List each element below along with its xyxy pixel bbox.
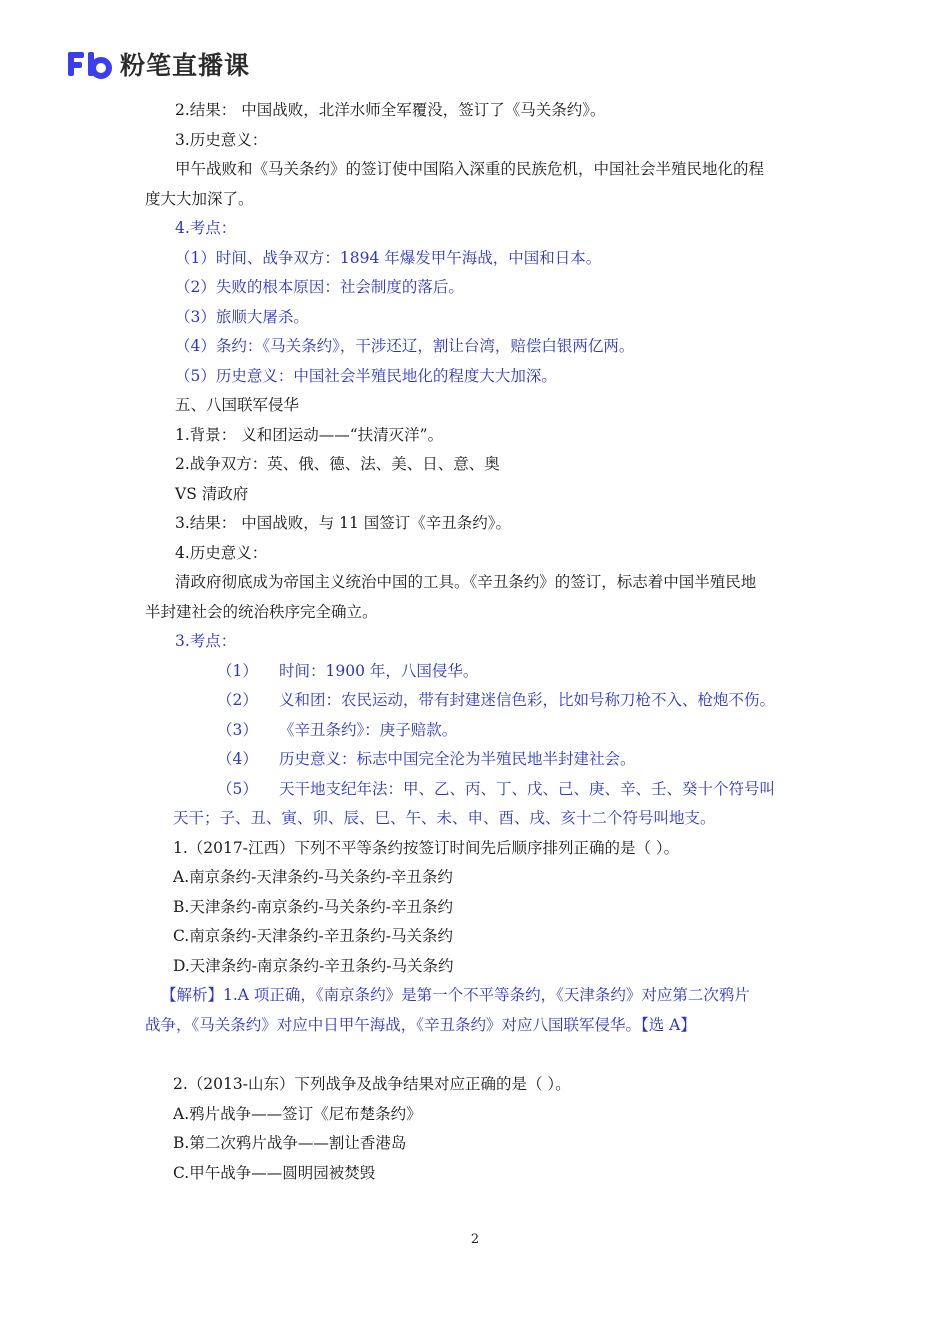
exam-point-number: （4） — [217, 750, 258, 768]
exam-point-continued: 天干；子、丑、寅、卯、辰、巳、午、未、申、酉、戌、亥十二个符号叫地支。 — [173, 809, 716, 827]
analysis-continued: 战争，《马关条约》对应中日甲午海战，《辛丑条约》对应八国联军侵华。【选 A】 — [145, 1015, 696, 1034]
paragraph: 甲午战败和《马关条约》的签订使中国陷入深重的民族危机，中国社会半殖民地化的程 — [175, 160, 765, 178]
exam-points-heading: 4.考点： — [175, 219, 237, 237]
exam-point-text: 《辛丑条约》：庚子赔款。 — [279, 720, 458, 739]
exam-point: （2）失败的根本原因：社会制度的落后。 — [175, 278, 464, 296]
exam-points-heading: 3.考点： — [175, 632, 237, 650]
answer-option: A.鸦片战争——签订《尼布楚条约》 — [173, 1104, 422, 1123]
exam-point-text: 义和团：农民运动，带有封建迷信色彩，比如号称刀枪不入、枪炮不伤。 — [279, 691, 776, 709]
exam-point: （5）历史意义：中国社会半殖民地化的程度大大加深。 — [175, 366, 557, 385]
paragraph: 3.结果： 中国战败，与 11 国签订《辛丑条约》。 — [175, 514, 512, 532]
section-heading: 五、八国联军侵华 — [175, 396, 300, 414]
paragraph: 2.战争双方：英、俄、德、法、美、日、意、奥 — [175, 455, 500, 473]
document-body — [145, 96, 835, 1188]
exam-point-text: 历史意义：标志中国完全沦为半殖民地半封建社会。 — [279, 750, 636, 768]
brand-name: 粉笔直播课 — [120, 51, 251, 80]
exam-point-text: 时间：1900 年，八国侵华。 — [279, 661, 479, 680]
exam-point-number: （3） — [217, 720, 258, 739]
paragraph: 2.结果： 中国战败，北洋水师全军覆没，签订了《马关条约》。 — [175, 101, 606, 119]
analysis: 【解析】1.A 项正确，《南京条约》是第一个不平等条约，《天津条约》对应第二次鸦片 — [161, 986, 750, 1004]
exam-point — [145, 745, 835, 775]
question-stem: 1.（2017-江西）下列不平等条约按签订时间先后顺序排列正确的是（ ）。 — [173, 838, 680, 857]
paragraph: 3.历史意义： — [175, 130, 268, 149]
paragraph: 半封建社会的统治秩序完全确立。 — [145, 602, 378, 621]
paragraph: 1.背景： 义和团运动——“扶清灭洋”。 — [175, 425, 444, 444]
answer-option: D.天津条约-南京条约-辛丑条约-马关条约 — [173, 956, 454, 975]
exam-point — [145, 686, 835, 716]
answer-option: B.天津条约-南京条约-马关条约-辛丑条约 — [173, 897, 454, 916]
answer-option: C.甲午战争——圆明园被焚毁 — [173, 1163, 376, 1182]
paragraph: 4.历史意义： — [175, 543, 268, 562]
exam-point-number: （1） — [217, 661, 258, 680]
exam-point: （3）旅顺大屠杀。 — [175, 307, 309, 326]
exam-point-number: （2） — [217, 691, 258, 709]
question-stem: 2.（2013-山东）下列战争及战争结果对应正确的是（ ）。 — [173, 1075, 571, 1093]
answer-option: B.第二次鸦片战争——割让香港岛 — [173, 1134, 407, 1152]
page-number: 2 — [470, 1232, 480, 1247]
paragraph: 清政府彻底成为帝国主义统治中国的工具。《辛丑条约》的签订，标志着中国半殖民地 — [175, 573, 757, 591]
exam-point — [145, 775, 835, 805]
paragraph: 度大大加深了。 — [145, 189, 254, 208]
exam-point: （4）条约：《马关条约》，干涉还辽，割让台湾，赔偿白银两亿两。 — [175, 337, 635, 355]
answer-option: A.南京条约-天津条约-马关条约-辛丑条约 — [173, 868, 453, 886]
exam-point-number: （5） — [217, 779, 258, 798]
exam-point: （1）时间、战争双方：1894 年爆发甲午海战，中国和日本。 — [175, 248, 602, 267]
paragraph: VS 清政府 — [175, 484, 249, 503]
exam-point-text: 天干地支纪年法：甲、乙、丙、丁、戊、己、庚、辛、壬、癸十个符号叫 — [279, 779, 776, 798]
header — [66, 44, 250, 84]
exam-point — [145, 657, 835, 687]
answer-option: C.南京条约-天津条约-辛丑条约-马关条约 — [173, 927, 453, 945]
exam-point — [145, 716, 835, 746]
fenbi-logo-icon — [66, 48, 112, 80]
spacer — [145, 1040, 835, 1070]
